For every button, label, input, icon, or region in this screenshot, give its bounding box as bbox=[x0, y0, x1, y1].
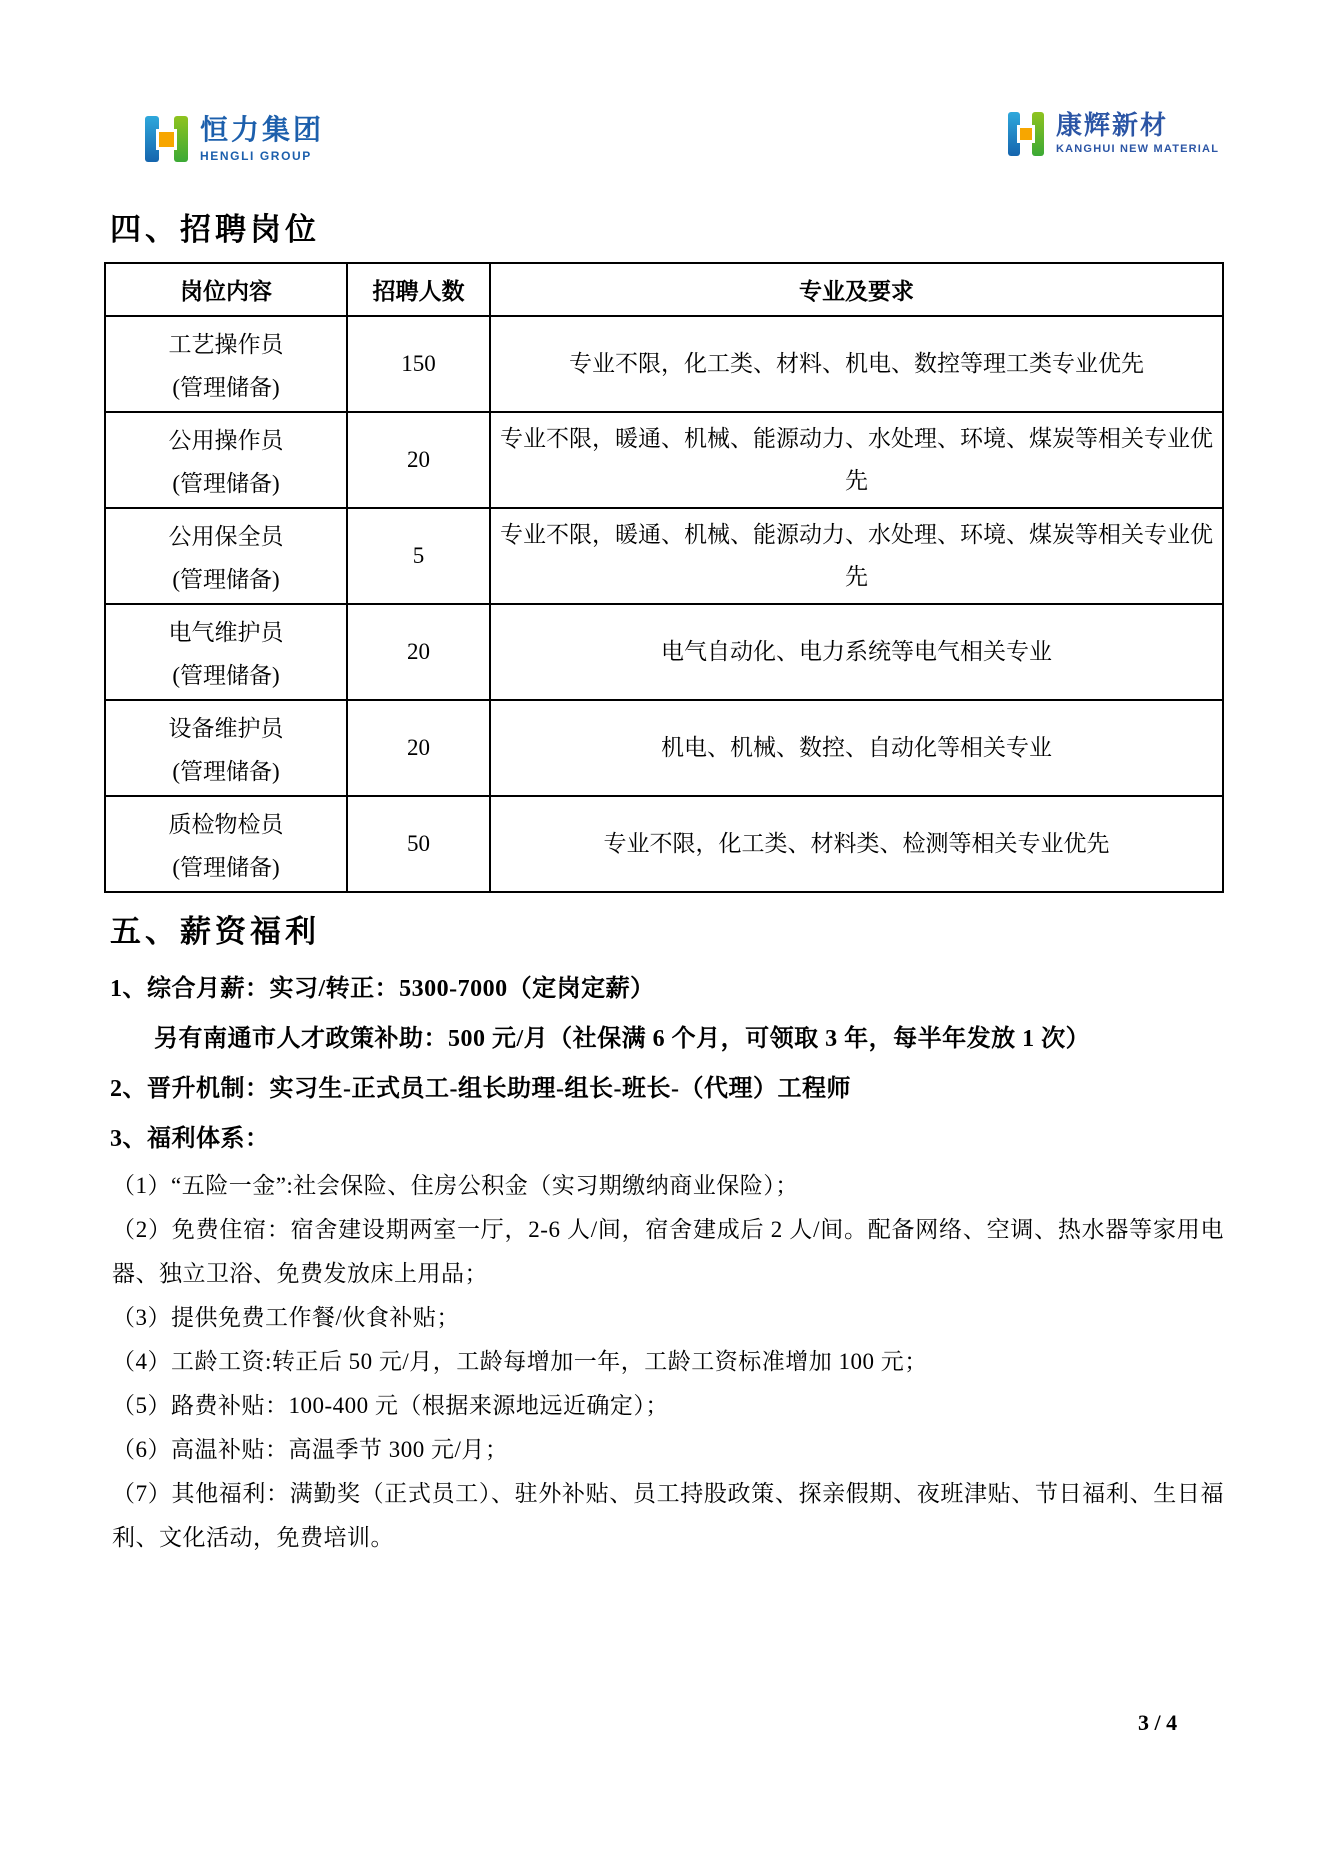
page-number: 3 / 4 bbox=[1138, 1710, 1178, 1735]
position-name: 公用操作员 bbox=[168, 428, 284, 454]
kanghui-logo-en: KANGHUI NEW MATERIAL bbox=[1056, 143, 1220, 155]
welfare-item-2: （2）免费住宿：宿舍建设期两室一厅，2-6 人/间，宿舍建成后 2 人/间。配备网络、空调、热水器等家用电器、独立卫浴、免费发放床上用品； bbox=[112, 1217, 1224, 1286]
hengli-logo-icon bbox=[145, 116, 188, 162]
kanghui-logo-cn: 康辉新材 bbox=[1056, 110, 1169, 140]
position-count: 150 bbox=[347, 316, 490, 412]
col-header-requirement: 专业及要求 bbox=[490, 263, 1223, 316]
welfare-item-6: （6）高温补贴：高温季节 300 元/月； bbox=[112, 1437, 509, 1462]
table-row bbox=[105, 412, 1223, 508]
position-requirement: 专业不限，化工类、材料、机电、数控等理工类专业优先 bbox=[490, 316, 1223, 412]
recruit-table bbox=[104, 262, 1224, 893]
table-row bbox=[105, 796, 1223, 892]
position-name: 质检物检员 bbox=[168, 812, 284, 838]
position-note: (管理储备) bbox=[172, 758, 280, 784]
hengli-logo-cn: 恒力集团 bbox=[200, 114, 325, 145]
position-requirement: 专业不限，化工类、材料类、检测等相关专业优先 bbox=[490, 796, 1223, 892]
table-row bbox=[105, 508, 1223, 604]
position-count: 20 bbox=[347, 604, 490, 700]
col-header-count: 招聘人数 bbox=[347, 263, 490, 316]
position-name: 电气维护员 bbox=[168, 620, 284, 646]
position-count: 5 bbox=[347, 508, 490, 604]
welfare-item-3: （3）提供免费工作餐/伙食补贴； bbox=[112, 1305, 460, 1330]
position-requirement: 专业不限，暖通、机械、能源动力、水处理、环境、煤炭等相关专业优先 bbox=[490, 508, 1223, 604]
recruit-section-heading: 四、招聘岗位 bbox=[110, 212, 320, 247]
salary-line-promotion: 2、晋升机制：实习生-正式员工-组长助理-组长-班长-（代理）工程师 bbox=[110, 1076, 851, 1102]
table-row bbox=[105, 604, 1223, 700]
position-count: 20 bbox=[347, 700, 490, 796]
position-count: 20 bbox=[347, 412, 490, 508]
position-name: 公用保全员 bbox=[168, 524, 284, 550]
salary-body bbox=[104, 964, 1224, 1560]
position-count: 50 bbox=[347, 796, 490, 892]
salary-line-welfare-title: 3、福利体系： bbox=[110, 1126, 270, 1152]
position-note: (管理储备) bbox=[172, 662, 280, 688]
position-name: 设备维护员 bbox=[168, 716, 284, 742]
welfare-item-1: （1）“五险一金”:社会保险、住房公积金（实习期缴纳商业保险）； bbox=[112, 1173, 799, 1198]
position-requirement: 机电、机械、数控、自动化等相关专业 bbox=[490, 700, 1223, 796]
position-note: (管理储备) bbox=[172, 566, 280, 592]
table-row bbox=[105, 316, 1223, 412]
welfare-item-7: （7）其他福利：满勤奖（正式员工）、驻外补贴、员工持股政策、探亲假期、夜班津贴、节日福利、生日福利、文化活动，免费培训。 bbox=[112, 1481, 1224, 1550]
kanghui-logo bbox=[1008, 112, 1219, 156]
welfare-item-5: （5）路费补贴：100-400 元（根据来源地远近确定）； bbox=[112, 1393, 669, 1418]
position-note: (管理储备) bbox=[172, 470, 280, 496]
position-note: (管理储备) bbox=[172, 854, 280, 880]
position-requirement: 专业不限，暖通、机械、能源动力、水处理、环境、煤炭等相关专业优先 bbox=[490, 412, 1223, 508]
hengli-logo-en: HENGLI GROUP bbox=[200, 149, 312, 163]
hengli-logo bbox=[145, 116, 324, 162]
table-row bbox=[105, 700, 1223, 796]
kanghui-logo-icon bbox=[1008, 112, 1044, 156]
position-note: (管理储备) bbox=[172, 374, 280, 400]
position-name: 工艺操作员 bbox=[168, 332, 284, 358]
salary-line-subsidy: 另有南通市人才政策补助：500 元/月（社保满 6 个月，可领取 3 年，每半年发放 1 次） bbox=[154, 1026, 1091, 1052]
welfare-item-4: （4）工龄工资:转正后 50 元/月，工龄每增加一年，工龄工资标准增加 100 元； bbox=[112, 1349, 928, 1374]
salary-line-monthly: 1、综合月薪：实习/转正：5300-7000（定岗定薪） bbox=[110, 976, 655, 1002]
table-header-row bbox=[105, 263, 1223, 316]
position-requirement: 电气自动化、电力系统等电气相关专业 bbox=[490, 604, 1223, 700]
col-header-position: 岗位内容 bbox=[105, 263, 347, 316]
salary-section-heading: 五、薪资福利 bbox=[110, 914, 320, 949]
